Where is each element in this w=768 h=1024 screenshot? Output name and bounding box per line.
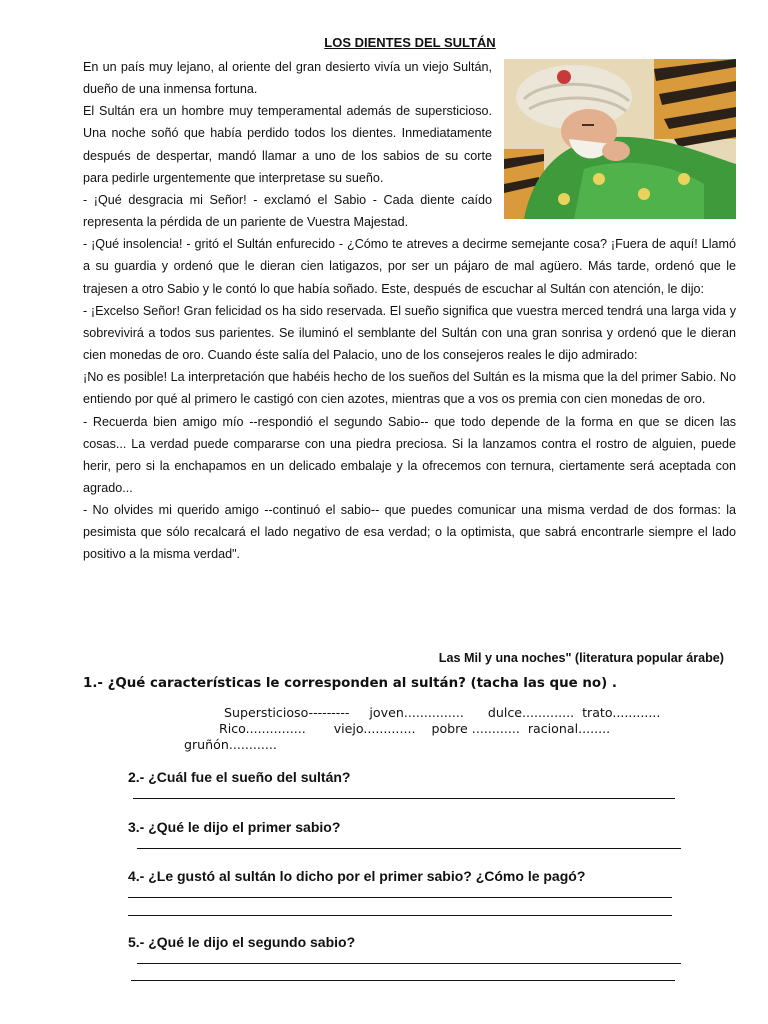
- options-row-2[interactable]: Rico............... viejo............. pobre ............ racional........: [219, 721, 611, 736]
- options-row-1[interactable]: Supersticioso--------- joven............... dulce............. trato............: [224, 705, 661, 720]
- story-paragraph: - Recuerda bien amigo mío --respondió el segundo Sabio-- que todo depende de la forma en que se dicen las cosas... La verdad puede compararse con una piedra preciosa. Si la lanzamos contra el rostro de alguien, puede herir, pero si la enchapamos en un delicado embalaje y la ofrecemos con ternura, ciertamente será aceptada con agrado...: [83, 414, 736, 495]
- question-3: 3.- ¿Qué le dijo el primer sabio?: [128, 819, 341, 835]
- sultan-illustration: [504, 59, 736, 219]
- story-paragraph: - ¡Qué insolencia! - gritó el Sultán enfurecido - ¿Cómo te atreves a decirme semejante cosa? ¡Fuera de aquí! Llamó a su guardia y ordenó que le dieran cien latigazos, por ser un pájaro de mal agüero. Más tarde, ordenó que le trajesen a otro Sabio y le contó lo que había soñado. Este, después de escuchar al Sultán con atención, le dijo:: [83, 237, 736, 296]
- question-2: 2.- ¿Cuál fue el sueño del sultán?: [128, 769, 351, 785]
- source-credit: Las Mil y una noches" (literatura popular árabe): [438, 651, 724, 665]
- answer-line[interactable]: [128, 897, 672, 898]
- answer-line[interactable]: [137, 848, 681, 849]
- story-body: [83, 56, 736, 566]
- story-paragraph: - ¡Excelso Señor! Gran felicidad os ha sido reservada. El sueño significa que vuestra merced tendrá una larga vida y sobrevivirá a todos sus parientes. Se iluminó el semblante del Sultán con una gran sonrisa y ordenó que le dieran cien monedas de oro. Cuando éste salía del Palacio, uno de los consejeros reales le dijo admirado:: [83, 303, 736, 363]
- options-row-3[interactable]: gruñón............: [184, 737, 277, 752]
- story-paragraph: ¡No es posible! La interpretación que habéis hecho de los sueños del Sultán es la misma que la del primer Sabio. No entiendo por qué al primero le castigó con cien azotes, mientras que a vos os premia con cien monedas de oro.: [83, 370, 736, 407]
- answer-line[interactable]: [137, 963, 681, 964]
- question-1: 1.- ¿Qué características le corresponden al sultán? (tacha las que no) .: [83, 676, 617, 691]
- story-title: LOS DIENTES DEL SULTÁN: [324, 35, 496, 50]
- question-4: 4.- ¿Le gustó al sultán lo dicho por el primer sabio? ¿Cómo le pagó?: [128, 868, 586, 884]
- answer-line[interactable]: [133, 798, 675, 799]
- answer-line[interactable]: [131, 980, 675, 981]
- story-paragraph: El Sultán era un hombre muy temperamental además de supersticioso. Una noche soñó que había perdido todos los dientes. Inmediatamente después de despertar, mandó llamar a uno de los sabios de su corte para pedirle urgentemente que interpretase su sueño.: [83, 104, 492, 185]
- story-paragraph: - No olvides mi querido amigo --continuó el sabio-- que puedes comunicar una misma verdad de dos formas: la pesimista que sólo recalcará el lado negativo de esa verdad; o la optimista, que sabrá encontrarle siempre el lado positivo a la misma verdad".: [83, 503, 736, 562]
- answer-line[interactable]: [128, 915, 672, 916]
- story-paragraph: En un país muy lejano, al oriente del gran desierto vivía un viejo Sultán, dueño de una inmensa fortuna.: [83, 60, 492, 97]
- story-paragraph: - ¡Qué desgracia mi Señor! - exclamó el Sabio - Cada diente caído representa la pérdida de un pariente de Vuestra Majestad.: [83, 192, 492, 230]
- question-5: 5.- ¿Qué le dijo el segundo sabio?: [128, 934, 356, 950]
